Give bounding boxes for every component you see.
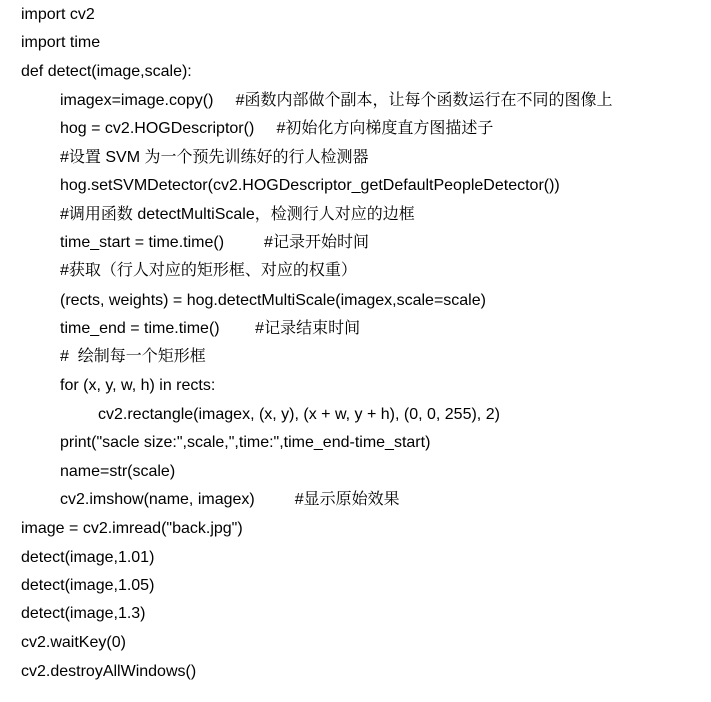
- code-line-time-start: time_start = time.time() #记录开始时间: [60, 234, 369, 251]
- code-line-rectangle: cv2.rectangle(imagex, (x, y), (x + w, y + h), (0, 0, 255), 2): [98, 406, 500, 423]
- code-line-def-detect: def detect(image,scale):: [21, 63, 192, 80]
- code-line-name: name=str(scale): [60, 463, 176, 480]
- code-line-detect-1-05: detect(image,1.05): [21, 577, 155, 594]
- code-line-hog-descriptor: hog = cv2.HOGDescriptor() #初始化方向梯度直方图描述子: [60, 120, 494, 137]
- code-line-import-cv2: import cv2: [21, 6, 95, 23]
- code-line-imshow: cv2.imshow(name, imagex) #显示原始效果: [60, 491, 400, 508]
- code-line-wait-key: cv2.waitKey(0): [21, 634, 126, 651]
- code-line-comment-draw: # 绘制每一个矩形框: [60, 348, 206, 365]
- code-line-imread: image = cv2.imread("back.jpg"): [21, 520, 243, 537]
- code-line-destroy-windows: cv2.destroyAllWindows(): [21, 663, 197, 680]
- code-line-set-svm-detector: hog.setSVMDetector(cv2.HOGDescriptor_getDefaultPeopleDetector()): [60, 177, 560, 194]
- code-line-comment-detect: #调用函数 detectMultiScale，检测行人对应的边框: [60, 206, 415, 223]
- code-line-for-loop: for (x, y, w, h) in rects:: [60, 377, 216, 394]
- code-line-comment-svm: #设置 SVM 为一个预先训练好的行人检测器: [60, 149, 369, 166]
- code-line-image-copy: imagex=image.copy() #函数内部做个副本，让每个函数运行在不同的图像上: [60, 92, 613, 109]
- code-line-detect-1-3: detect(image,1.3): [21, 605, 146, 622]
- code-line-time-end: time_end = time.time() #记录结束时间: [60, 320, 361, 337]
- code-line-comment-get: #获取（行人对应的矩形框、对应的权重）: [60, 262, 357, 279]
- code-line-detect-multiscale: (rects, weights) = hog.detectMultiScale(imagex,scale=scale): [60, 292, 486, 309]
- code-line-detect-1-01: detect(image,1.01): [21, 549, 155, 566]
- code-line-import-time: import time: [21, 34, 101, 51]
- code-line-print: print("sacle size:",scale,",time:",time_end-time_start): [60, 434, 431, 451]
